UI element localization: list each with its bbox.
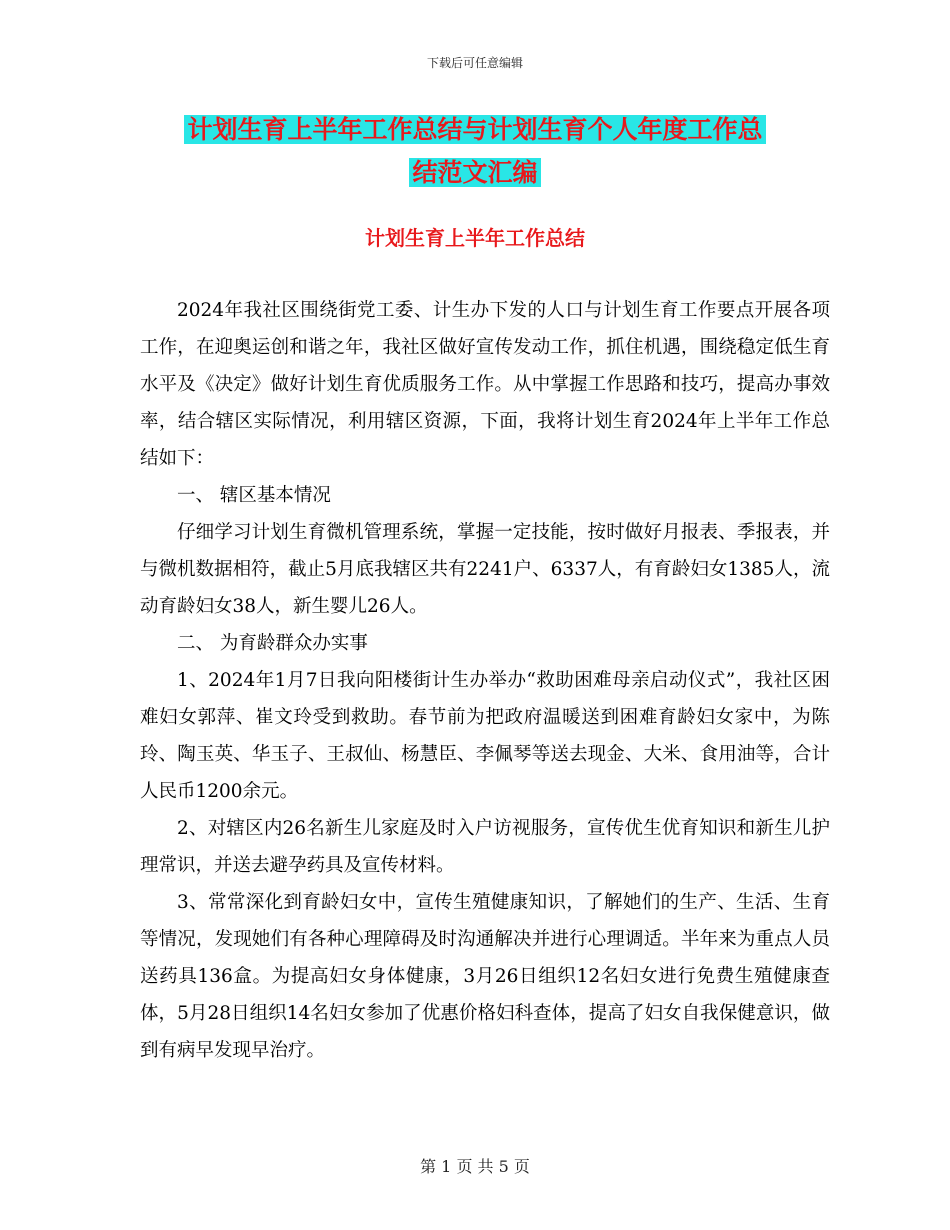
header-note: 下载后可任意编辑 [426, 56, 523, 70]
section-title: 计划生育上半年工作总结 [365, 226, 585, 250]
paragraph-item-1: 1、2024年1月7日我向阳楼街计生办举办“救助困难母亲启动仪式”，我社区困难妇女郭萍、崔文玲受到救助。春节前为把政府温暖送到困难育龄妇女家中，为陈玲、陶玉英、华玉子、王叔仙、杨慧臣、李佩琴等送去现金、大米、食用油等，合计人民币1200余元。 [140, 670, 830, 802]
document-title-line-2-text: 结范文汇编 [409, 158, 540, 187]
document-title-line-1 [0, 112, 950, 148]
paragraph-basic-situation: 仔细学习计划生育微机管理系统，掌握一定技能，按时做好月报表、季报表，并与微机数据相符，截止5月底我辖区共有2241户、6337人，有育龄妇女1385人，流动育龄妇女38人，新生婴儿26人。 [140, 522, 830, 617]
heading-practical-work: 二、 为育龄群众办实事 [177, 633, 368, 654]
body-text [140, 292, 830, 1069]
paragraph-item-2: 2、对辖区内26名新生儿家庭及时入户访视服务，宣传优生优育知识和新生儿护理常识，并送去避孕药具及宣传材料。 [140, 818, 830, 876]
heading-basic-situation: 一、 辖区基本情况 [177, 485, 331, 506]
document-title-line-1-text: 计划生育上半年工作总结与计划生育个人年度工作总 [184, 115, 765, 144]
page-footer: 第 1 页 共 5 页 [420, 1157, 530, 1176]
paragraph-item-3: 3、常常深化到育龄妇女中，宣传生殖健康知识，了解她们的生产、生活、生育等情况，发现她们有各种心理障碍及时沟通解决并进行心理调适。半年来为重点人员送药具136盒。为提高妇女身体健康，3月26日组织12名妇女进行免费生殖健康查体，5月28日组织14名妇女参加了优惠价格妇科查体，提高了妇女自我保健意识，做到有病早发现早治疗。 [140, 892, 830, 1061]
document-title-line-2 [0, 155, 950, 191]
paragraph-intro: 2024年我社区围绕街党工委、计生办下发的人口与计划生育工作要点开展各项工作，在迎奥运创和谐之年，我社区做好宣传发动工作，抓住机遇，围绕稳定低生育水平及《决定》做好计划生育优质服务工作。从中掌握工作思路和技巧，提高办事效率，结合辖区实际情况，利用辖区资源，下面，我将计划生育2024年上半年工作总结如下： [140, 300, 830, 469]
